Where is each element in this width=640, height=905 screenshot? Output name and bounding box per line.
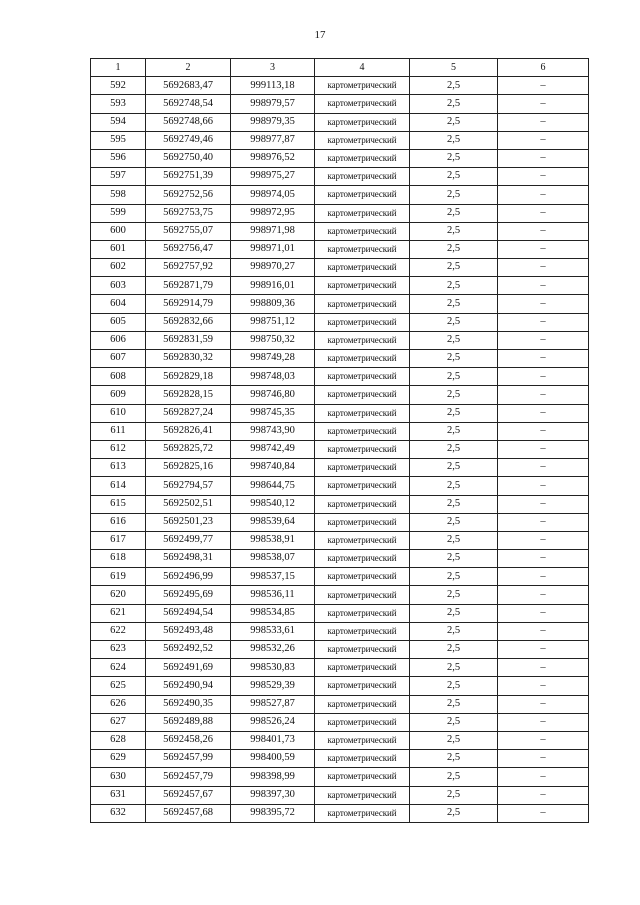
table-row — [91, 131, 589, 149]
x-coordinate-cell: 5692490,94 — [146, 677, 231, 695]
point-number-cell: 619 — [91, 568, 146, 586]
point-number-cell: 604 — [91, 295, 146, 313]
description-cell: – — [498, 440, 589, 458]
x-coordinate-cell: 5692498,31 — [146, 550, 231, 568]
description-cell: – — [498, 568, 589, 586]
y-coordinate-cell: 998539,64 — [231, 513, 315, 531]
table-row — [91, 240, 589, 258]
y-coordinate-cell: 998748,03 — [231, 368, 315, 386]
x-coordinate-cell: 5692914,79 — [146, 295, 231, 313]
y-coordinate-cell: 998527,87 — [231, 695, 315, 713]
table-row — [91, 804, 589, 822]
table-row — [91, 550, 589, 568]
point-number-cell: 600 — [91, 222, 146, 240]
method-cell: картометрический — [315, 568, 410, 586]
description-cell: – — [498, 295, 589, 313]
method-cell: картометрический — [315, 149, 410, 167]
table-row — [91, 404, 589, 422]
table-row — [91, 186, 589, 204]
table-row — [91, 386, 589, 404]
y-coordinate-cell: 998971,98 — [231, 222, 315, 240]
accuracy-cell: 2,5 — [410, 222, 498, 240]
point-number-cell: 599 — [91, 204, 146, 222]
point-number-cell: 620 — [91, 586, 146, 604]
point-number-cell: 622 — [91, 622, 146, 640]
x-coordinate-cell: 5692749,46 — [146, 131, 231, 149]
accuracy-cell: 2,5 — [410, 204, 498, 222]
point-number-cell: 628 — [91, 731, 146, 749]
description-cell: – — [498, 131, 589, 149]
accuracy-cell: 2,5 — [410, 768, 498, 786]
table-row — [91, 204, 589, 222]
method-cell: картометрический — [315, 495, 410, 513]
method-cell: картометрический — [315, 622, 410, 640]
point-number-cell: 595 — [91, 131, 146, 149]
table-row — [91, 95, 589, 113]
accuracy-cell: 2,5 — [410, 113, 498, 131]
point-number-cell: 624 — [91, 659, 146, 677]
method-cell: картометрический — [315, 750, 410, 768]
x-coordinate-cell: 5692827,24 — [146, 404, 231, 422]
y-coordinate-cell: 998400,59 — [231, 750, 315, 768]
y-coordinate-cell: 999113,18 — [231, 77, 315, 95]
point-number-cell: 607 — [91, 350, 146, 368]
point-number-cell: 596 — [91, 149, 146, 167]
description-cell: – — [498, 277, 589, 295]
y-coordinate-cell: 998749,28 — [231, 350, 315, 368]
description-cell: – — [498, 550, 589, 568]
point-number-cell: 611 — [91, 422, 146, 440]
accuracy-cell: 2,5 — [410, 313, 498, 331]
y-coordinate-cell: 998740,84 — [231, 459, 315, 477]
method-cell: картометрический — [315, 677, 410, 695]
method-cell: картометрический — [315, 422, 410, 440]
accuracy-cell: 2,5 — [410, 186, 498, 204]
table-row — [91, 641, 589, 659]
method-cell: картометрический — [315, 477, 410, 495]
point-number-cell: 618 — [91, 550, 146, 568]
point-number-cell: 626 — [91, 695, 146, 713]
y-coordinate-cell: 998809,36 — [231, 295, 315, 313]
y-coordinate-cell: 998743,90 — [231, 422, 315, 440]
method-cell: картометрический — [315, 513, 410, 531]
table-row — [91, 77, 589, 95]
point-number-cell: 632 — [91, 804, 146, 822]
x-coordinate-cell: 5692499,77 — [146, 531, 231, 549]
point-number-cell: 594 — [91, 113, 146, 131]
y-coordinate-cell: 998401,73 — [231, 731, 315, 749]
x-coordinate-cell: 5692458,26 — [146, 731, 231, 749]
table-row — [91, 368, 589, 386]
x-coordinate-cell: 5692501,23 — [146, 513, 231, 531]
accuracy-cell: 2,5 — [410, 731, 498, 749]
x-coordinate-cell: 5692757,92 — [146, 259, 231, 277]
y-coordinate-cell: 998529,39 — [231, 677, 315, 695]
table-row — [91, 113, 589, 131]
point-number-cell: 608 — [91, 368, 146, 386]
x-coordinate-cell: 5692756,47 — [146, 240, 231, 258]
table-row — [91, 331, 589, 349]
y-coordinate-cell: 998397,30 — [231, 786, 315, 804]
method-cell: картометрический — [315, 604, 410, 622]
method-cell: картометрический — [315, 331, 410, 349]
description-cell: – — [498, 622, 589, 640]
table-row — [91, 568, 589, 586]
point-number-cell: 625 — [91, 677, 146, 695]
description-cell: – — [498, 513, 589, 531]
table-row — [91, 695, 589, 713]
accuracy-cell: 2,5 — [410, 495, 498, 513]
description-cell: – — [498, 750, 589, 768]
y-coordinate-cell: 998976,52 — [231, 149, 315, 167]
table-row — [91, 750, 589, 768]
description-cell: – — [498, 368, 589, 386]
table-row — [91, 440, 589, 458]
accuracy-cell: 2,5 — [410, 659, 498, 677]
table-row — [91, 513, 589, 531]
description-cell: – — [498, 713, 589, 731]
y-coordinate-cell: 998972,95 — [231, 204, 315, 222]
table-row — [91, 531, 589, 549]
accuracy-cell: 2,5 — [410, 331, 498, 349]
method-cell: картометрический — [315, 131, 410, 149]
description-cell: – — [498, 786, 589, 804]
method-cell: картометрический — [315, 804, 410, 822]
y-coordinate-cell: 998538,91 — [231, 531, 315, 549]
method-cell: картометрический — [315, 350, 410, 368]
y-coordinate-cell: 998395,72 — [231, 804, 315, 822]
description-cell: – — [498, 731, 589, 749]
description-cell: – — [498, 113, 589, 131]
x-coordinate-cell: 5692825,72 — [146, 440, 231, 458]
description-cell: – — [498, 259, 589, 277]
description-cell: – — [498, 422, 589, 440]
description-cell: – — [498, 677, 589, 695]
accuracy-cell: 2,5 — [410, 240, 498, 258]
point-number-cell: 612 — [91, 440, 146, 458]
method-cell: картометрический — [315, 386, 410, 404]
accuracy-cell: 2,5 — [410, 531, 498, 549]
point-number-cell: 602 — [91, 259, 146, 277]
table-row — [91, 604, 589, 622]
point-number-cell: 616 — [91, 513, 146, 531]
y-coordinate-cell: 998540,12 — [231, 495, 315, 513]
description-cell: – — [498, 495, 589, 513]
x-coordinate-cell: 5692683,47 — [146, 77, 231, 95]
description-cell: – — [498, 149, 589, 167]
accuracy-cell: 2,5 — [410, 259, 498, 277]
y-coordinate-cell: 998398,99 — [231, 768, 315, 786]
method-cell: картометрический — [315, 168, 410, 186]
description-cell: – — [498, 313, 589, 331]
header-cell-4: 4 — [315, 59, 410, 77]
y-coordinate-cell: 998534,85 — [231, 604, 315, 622]
method-cell: картометрический — [315, 295, 410, 313]
y-coordinate-cell: 998751,12 — [231, 313, 315, 331]
y-coordinate-cell: 998977,87 — [231, 131, 315, 149]
description-cell: – — [498, 331, 589, 349]
table-body — [91, 59, 589, 823]
point-number-cell: 629 — [91, 750, 146, 768]
x-coordinate-cell: 5692829,18 — [146, 368, 231, 386]
description-cell: – — [498, 204, 589, 222]
accuracy-cell: 2,5 — [410, 277, 498, 295]
point-number-cell: 627 — [91, 713, 146, 731]
y-coordinate-cell: 998916,01 — [231, 277, 315, 295]
table-row — [91, 313, 589, 331]
point-number-cell: 592 — [91, 77, 146, 95]
method-cell: картометрический — [315, 277, 410, 295]
description-cell: – — [498, 695, 589, 713]
point-number-cell: 610 — [91, 404, 146, 422]
method-cell: картометрический — [315, 659, 410, 677]
y-coordinate-cell: 998537,15 — [231, 568, 315, 586]
y-coordinate-cell: 998971,01 — [231, 240, 315, 258]
y-coordinate-cell: 998742,49 — [231, 440, 315, 458]
description-cell: – — [498, 459, 589, 477]
x-coordinate-cell: 5692830,32 — [146, 350, 231, 368]
accuracy-cell: 2,5 — [410, 459, 498, 477]
x-coordinate-cell: 5692457,67 — [146, 786, 231, 804]
x-coordinate-cell: 5692489,88 — [146, 713, 231, 731]
table-row — [91, 677, 589, 695]
point-number-cell: 606 — [91, 331, 146, 349]
accuracy-cell: 2,5 — [410, 568, 498, 586]
y-coordinate-cell: 998644,75 — [231, 477, 315, 495]
y-coordinate-cell: 998530,83 — [231, 659, 315, 677]
header-cell-1: 1 — [91, 59, 146, 77]
table-header-row — [91, 59, 589, 77]
table-row — [91, 295, 589, 313]
x-coordinate-cell: 5692502,51 — [146, 495, 231, 513]
description-cell: – — [498, 77, 589, 95]
table-row — [91, 786, 589, 804]
table-row — [91, 422, 589, 440]
x-coordinate-cell: 5692495,69 — [146, 586, 231, 604]
header-cell-3: 3 — [231, 59, 315, 77]
table-row — [91, 768, 589, 786]
accuracy-cell: 2,5 — [410, 350, 498, 368]
y-coordinate-cell: 998746,80 — [231, 386, 315, 404]
x-coordinate-cell: 5692750,40 — [146, 149, 231, 167]
y-coordinate-cell: 998745,35 — [231, 404, 315, 422]
table-row — [91, 259, 589, 277]
y-coordinate-cell: 998975,27 — [231, 168, 315, 186]
point-number-cell: 621 — [91, 604, 146, 622]
y-coordinate-cell: 998526,24 — [231, 713, 315, 731]
x-coordinate-cell: 5692752,56 — [146, 186, 231, 204]
x-coordinate-cell: 5692748,54 — [146, 95, 231, 113]
method-cell: картометрический — [315, 695, 410, 713]
method-cell: картометрический — [315, 368, 410, 386]
method-cell: картометрический — [315, 531, 410, 549]
description-cell: – — [498, 386, 589, 404]
table-row — [91, 459, 589, 477]
y-coordinate-cell: 998533,61 — [231, 622, 315, 640]
description-cell: – — [498, 186, 589, 204]
table-row — [91, 731, 589, 749]
accuracy-cell: 2,5 — [410, 368, 498, 386]
table-row — [91, 713, 589, 731]
x-coordinate-cell: 5692831,59 — [146, 331, 231, 349]
description-cell: – — [498, 222, 589, 240]
accuracy-cell: 2,5 — [410, 168, 498, 186]
point-number-cell: 617 — [91, 531, 146, 549]
method-cell: картометрический — [315, 113, 410, 131]
method-cell: картометрический — [315, 313, 410, 331]
accuracy-cell: 2,5 — [410, 440, 498, 458]
accuracy-cell: 2,5 — [410, 550, 498, 568]
y-coordinate-cell: 998974,05 — [231, 186, 315, 204]
table-row — [91, 149, 589, 167]
method-cell: картометрический — [315, 768, 410, 786]
method-cell: картометрический — [315, 404, 410, 422]
accuracy-cell: 2,5 — [410, 386, 498, 404]
x-coordinate-cell: 5692457,79 — [146, 768, 231, 786]
method-cell: картометрический — [315, 459, 410, 477]
method-cell: картометрический — [315, 713, 410, 731]
point-number-cell: 598 — [91, 186, 146, 204]
x-coordinate-cell: 5692490,35 — [146, 695, 231, 713]
table-row — [91, 495, 589, 513]
accuracy-cell: 2,5 — [410, 750, 498, 768]
description-cell: – — [498, 95, 589, 113]
method-cell: картометрический — [315, 586, 410, 604]
point-number-cell: 623 — [91, 641, 146, 659]
x-coordinate-cell: 5692496,99 — [146, 568, 231, 586]
method-cell: картометрический — [315, 731, 410, 749]
description-cell: – — [498, 586, 589, 604]
y-coordinate-cell: 998538,07 — [231, 550, 315, 568]
x-coordinate-cell: 5692871,79 — [146, 277, 231, 295]
point-number-cell: 597 — [91, 168, 146, 186]
y-coordinate-cell: 998970,27 — [231, 259, 315, 277]
x-coordinate-cell: 5692826,41 — [146, 422, 231, 440]
x-coordinate-cell: 5692794,57 — [146, 477, 231, 495]
method-cell: картометрический — [315, 186, 410, 204]
accuracy-cell: 2,5 — [410, 804, 498, 822]
x-coordinate-cell: 5692492,52 — [146, 641, 231, 659]
point-number-cell: 603 — [91, 277, 146, 295]
method-cell: картометрический — [315, 259, 410, 277]
x-coordinate-cell: 5692825,16 — [146, 459, 231, 477]
description-cell: – — [498, 350, 589, 368]
description-cell: – — [498, 168, 589, 186]
y-coordinate-cell: 998532,26 — [231, 641, 315, 659]
table-row — [91, 477, 589, 495]
accuracy-cell: 2,5 — [410, 149, 498, 167]
point-number-cell: 631 — [91, 786, 146, 804]
accuracy-cell: 2,5 — [410, 295, 498, 313]
header-cell-6: 6 — [498, 59, 589, 77]
x-coordinate-cell: 5692755,07 — [146, 222, 231, 240]
x-coordinate-cell: 5692457,99 — [146, 750, 231, 768]
accuracy-cell: 2,5 — [410, 713, 498, 731]
x-coordinate-cell: 5692753,75 — [146, 204, 231, 222]
table-row — [91, 222, 589, 240]
table-row — [91, 659, 589, 677]
description-cell: – — [498, 804, 589, 822]
point-number-cell: 605 — [91, 313, 146, 331]
x-coordinate-cell: 5692491,69 — [146, 659, 231, 677]
table-row — [91, 622, 589, 640]
point-number-cell: 609 — [91, 386, 146, 404]
table-row — [91, 350, 589, 368]
method-cell: картометрический — [315, 95, 410, 113]
x-coordinate-cell: 5692494,54 — [146, 604, 231, 622]
table-row — [91, 586, 589, 604]
description-cell: – — [498, 240, 589, 258]
x-coordinate-cell: 5692751,39 — [146, 168, 231, 186]
accuracy-cell: 2,5 — [410, 95, 498, 113]
x-coordinate-cell: 5692457,68 — [146, 804, 231, 822]
point-number-cell: 615 — [91, 495, 146, 513]
method-cell: картометрический — [315, 641, 410, 659]
description-cell: – — [498, 404, 589, 422]
accuracy-cell: 2,5 — [410, 422, 498, 440]
accuracy-cell: 2,5 — [410, 622, 498, 640]
accuracy-cell: 2,5 — [410, 695, 498, 713]
x-coordinate-cell: 5692493,48 — [146, 622, 231, 640]
accuracy-cell: 2,5 — [410, 586, 498, 604]
accuracy-cell: 2,5 — [410, 641, 498, 659]
point-number-cell: 630 — [91, 768, 146, 786]
coordinates-table — [90, 58, 589, 823]
description-cell: – — [498, 768, 589, 786]
accuracy-cell: 2,5 — [410, 786, 498, 804]
method-cell: картометрический — [315, 77, 410, 95]
point-number-cell: 614 — [91, 477, 146, 495]
description-cell: – — [498, 477, 589, 495]
description-cell: – — [498, 604, 589, 622]
method-cell: картометрический — [315, 222, 410, 240]
x-coordinate-cell: 5692828,15 — [146, 386, 231, 404]
method-cell: картометрический — [315, 204, 410, 222]
method-cell: картометрический — [315, 240, 410, 258]
point-number-cell: 601 — [91, 240, 146, 258]
x-coordinate-cell: 5692832,66 — [146, 313, 231, 331]
accuracy-cell: 2,5 — [410, 513, 498, 531]
y-coordinate-cell: 998979,35 — [231, 113, 315, 131]
method-cell: картометрический — [315, 786, 410, 804]
accuracy-cell: 2,5 — [410, 477, 498, 495]
accuracy-cell: 2,5 — [410, 404, 498, 422]
accuracy-cell: 2,5 — [410, 77, 498, 95]
header-cell-5: 5 — [410, 59, 498, 77]
point-number-cell: 593 — [91, 95, 146, 113]
description-cell: – — [498, 641, 589, 659]
y-coordinate-cell: 998979,57 — [231, 95, 315, 113]
point-number-cell: 613 — [91, 459, 146, 477]
description-cell: – — [498, 531, 589, 549]
method-cell: картометрический — [315, 440, 410, 458]
header-cell-2: 2 — [146, 59, 231, 77]
description-cell: – — [498, 659, 589, 677]
y-coordinate-cell: 998536,11 — [231, 586, 315, 604]
accuracy-cell: 2,5 — [410, 677, 498, 695]
accuracy-cell: 2,5 — [410, 604, 498, 622]
method-cell: картометрический — [315, 550, 410, 568]
table-row — [91, 168, 589, 186]
x-coordinate-cell: 5692748,66 — [146, 113, 231, 131]
table-row — [91, 277, 589, 295]
page-number: 17 — [314, 29, 326, 41]
y-coordinate-cell: 998750,32 — [231, 331, 315, 349]
accuracy-cell: 2,5 — [410, 131, 498, 149]
